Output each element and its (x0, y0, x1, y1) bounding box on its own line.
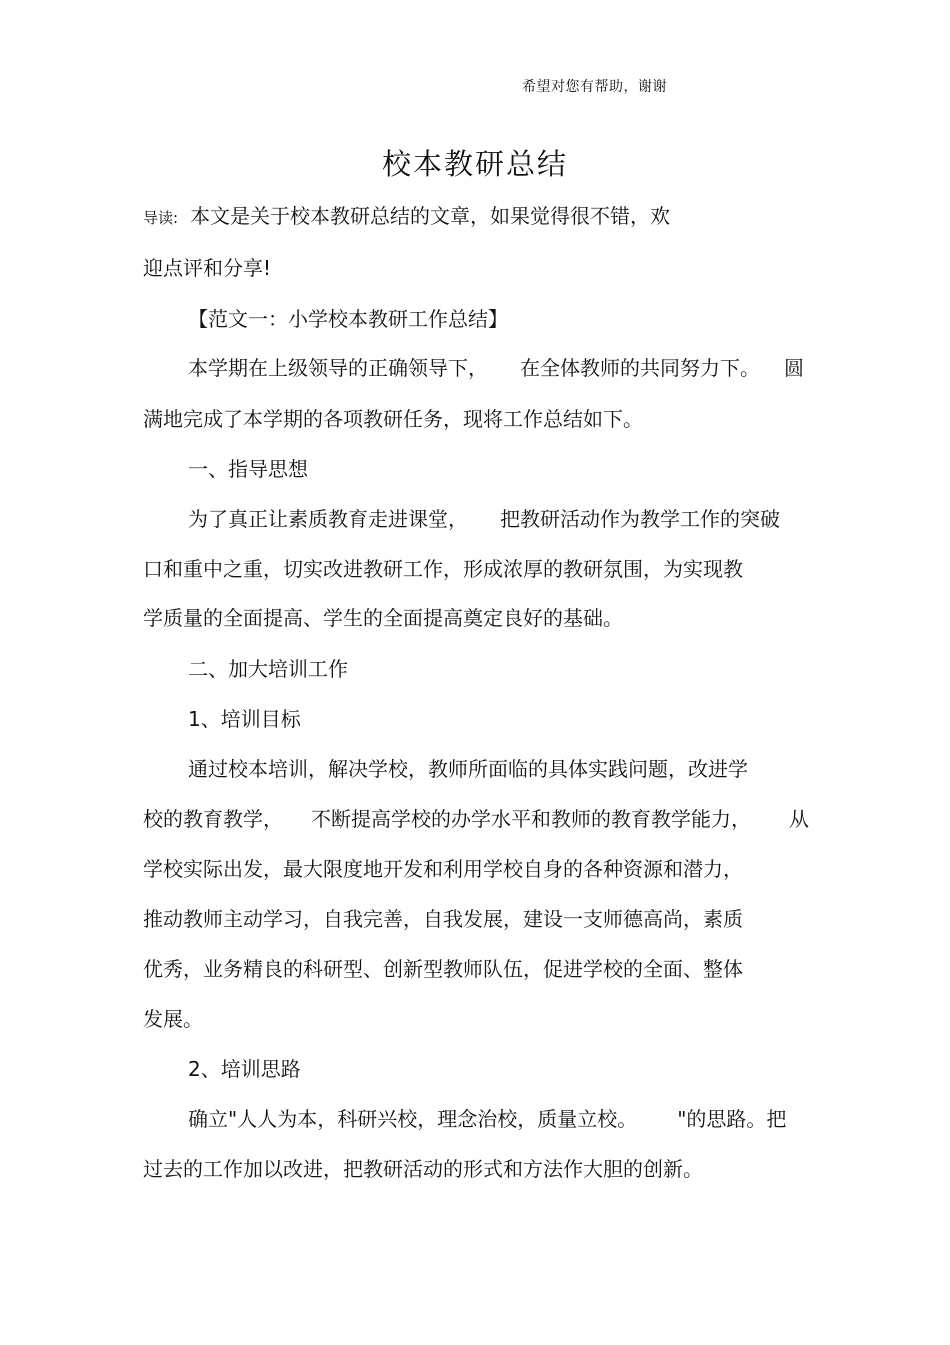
heading-training: 二、加大培训工作 (188, 657, 348, 681)
heading-guiding-thought: 一、指导思想 (188, 457, 308, 481)
lead-label: 导读: (143, 209, 179, 227)
para4-line-1-a: 确立"人人为本，科研兴校，理念治校，质量立校。 (188, 1107, 638, 1131)
para3-line-1: 通过校本培训，解决学校，教师所面临的具体实践问题，改进学 (188, 757, 748, 781)
para3-line-4: 推动教师主动学习，自我完善，自我发展，建设一支师德高尚，素质 (143, 907, 743, 931)
para4-line-2: 过去的工作加以改进，把教研活动的形式和方法作大胆的创新。 (143, 1157, 703, 1181)
para2-line-1-b: 把教研活动作为教学工作的突破 (500, 507, 780, 531)
para1-line-1-b: 在全体教师的共同努力下。 (520, 356, 760, 380)
subheading-training-goal: 1、培训目标 (188, 707, 301, 731)
para2-line-3: 学质量的全面提高、学生的全面提高奠定良好的基础。 (143, 606, 623, 630)
para1-line-1 (188, 354, 805, 382)
section-label: 【范文一：小学校本教研工作总结】 (188, 307, 508, 331)
para3-line-2-b: 不断提高学校的办学水平和教师的教育教学能力， (311, 807, 751, 831)
document-title: 校本教研总结 (381, 147, 568, 181)
subheading-training-approach: 2、培训思路 (188, 1057, 301, 1081)
para1-line-2: 满地完成了本学期的各项教研任务，现将工作总结如下。 (143, 407, 643, 431)
para3-line-2-c: 从 (789, 807, 809, 831)
para3-line-5: 优秀，业务精良的科研型、创新型教师队伍，促进学校的全面、整体 (143, 957, 743, 981)
para2-line-2: 口和重中之重，切实改进教研工作，形成浓厚的教研氛围，为实现教 (143, 557, 743, 581)
para3-line-2 (143, 805, 809, 833)
lead-line-2: 迎点评和分享! (143, 256, 272, 280)
para1-line-1-c: 圆 (784, 356, 804, 380)
lead-line-1 (143, 202, 670, 232)
para4-line-1-b: "的思路。把 (677, 1107, 787, 1131)
para3-line-3: 学校实际出发，最大限度地开发和利用学校自身的各种资源和潜力， (143, 857, 743, 881)
header-note: 希望对您有帮助，谢谢 (522, 79, 667, 95)
para1-line-1-a: 本学期在上级领导的正确领导下， (188, 356, 488, 380)
lead-text-1: 本文是关于校本教研总结的文章，如果觉得很不错，欢 (190, 204, 671, 228)
para2-line-1-a: 为了真正让素质教育走进课堂， (188, 507, 468, 531)
para2-line-1 (188, 505, 780, 533)
para3-line-6: 发展。 (143, 1007, 203, 1031)
para3-line-2-a: 校的教育教学， (143, 807, 283, 831)
para4-line-1 (188, 1105, 786, 1133)
